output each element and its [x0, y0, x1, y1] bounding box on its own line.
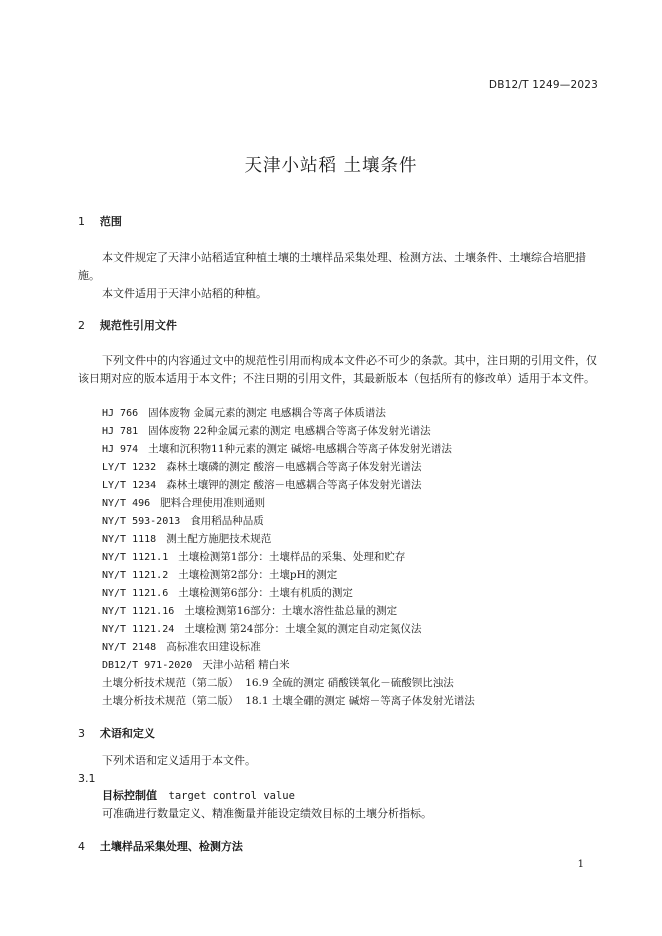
section-number: 1 — [78, 215, 85, 228]
reference-item: LY/T 1234 森林土壤钾的测定 酸溶－电感耦合等离子体发射光谱法 — [102, 479, 422, 491]
reference-item: NY/T 593-2013 食用稻品种品质 — [102, 515, 264, 527]
section-title: 土壤样品采集处理、检测方法 — [99, 840, 243, 853]
term-heading — [102, 787, 295, 803]
term-name-en: target control value — [168, 790, 295, 802]
reference-item: 土壤分析技术规范（第二版） 18.1 土壤全硼的测定 碱熔－等离子体发射光谱法 — [102, 695, 475, 707]
reference-item: DB12/T 971-2020 天津小站稻 精白米 — [102, 659, 290, 671]
section-number: 4 — [78, 840, 85, 853]
reference-item: HJ 781 固体废物 22种金属元素的测定 电感耦合等离子体发射光谱法 — [102, 425, 431, 437]
page-number: 1 — [577, 859, 584, 870]
reference-item: NY/T 1121.1 土壤检测第1部分：土壤样品的采集、处理和贮存 — [102, 551, 406, 563]
references-intro: 下列文件中的内容通过文中的规范性引用而构成本文件必不可少的条款。其中，注日期的引用文件，仅该日期对应的版本适用于本文件；不注日期的引用文件，其最新版本（包括所有的修改单）适用于本文件。 — [78, 354, 597, 385]
scope-paragraph-2: 本文件适用于天津小站稻的种植。 — [102, 287, 267, 300]
reference-item: NY/T 2148 高标准农田建设标准 — [102, 641, 261, 653]
reference-item: NY/T 1121.6 土壤检测第6部分：土壤有机质的测定 — [102, 587, 353, 599]
reference-item: HJ 974 土壤和沉积物11种元素的测定 碱熔-电感耦合等离子体发射光谱法 — [102, 443, 452, 455]
section-heading-1 — [78, 213, 122, 229]
standard-code: DB12/T 1249—2023 — [488, 79, 598, 91]
reference-item: LY/T 1232 森林土壤磷的测定 酸溶－电感耦合等离子体发射光谱法 — [102, 461, 422, 473]
reference-item: NY/T 1121.16 土壤检测第16部分：土壤水溶性盐总量的测定 — [102, 605, 398, 617]
reference-item: NY/T 1121.24 土壤检测 第24部分：土壤全氮的测定自动定氮仪法 — [102, 623, 422, 635]
reference-item: NY/T 1121.2 土壤检测第2部分：土壤pH的测定 — [102, 569, 338, 581]
section-heading-3 — [78, 725, 155, 741]
reference-item: 土壤分析技术规范（第二版） 16.9 全硫的测定 硝酸镁氧化－硫酸钡比浊法 — [102, 677, 454, 689]
term-definition: 可准确进行数量定义、精准衡量并能设定绩效目标的土壤分析指标。 — [102, 807, 432, 820]
section-number: 2 — [78, 319, 85, 332]
reference-item: NY/T 496 肥料合理使用准则通则 — [102, 497, 266, 509]
scope-paragraph-1: 本文件规定了天津小站稻适宜种植土壤的土壤样品采集处理、检测方法、土壤条件、土壤综合培肥措施。 — [78, 251, 586, 282]
section-title: 范围 — [99, 215, 122, 228]
section-number: 3 — [78, 727, 85, 740]
section-title: 规范性引用文件 — [99, 319, 177, 332]
term-name-zh: 目标控制值 — [102, 789, 157, 802]
term-number: 3.1 — [78, 772, 96, 785]
reference-item: NY/T 1118 测土配方施肥技术规范 — [102, 533, 272, 545]
page-title: 天津小站稻 土壤条件 — [244, 156, 418, 176]
section-heading-2 — [78, 317, 177, 333]
reference-item: HJ 766 固体废物 金属元素的测定 电感耦合等离子体质谱法 — [102, 407, 386, 419]
terms-intro: 下列术语和定义适用于本文件。 — [102, 754, 256, 767]
section-title: 术语和定义 — [99, 727, 155, 740]
section-heading-4 — [78, 838, 243, 854]
